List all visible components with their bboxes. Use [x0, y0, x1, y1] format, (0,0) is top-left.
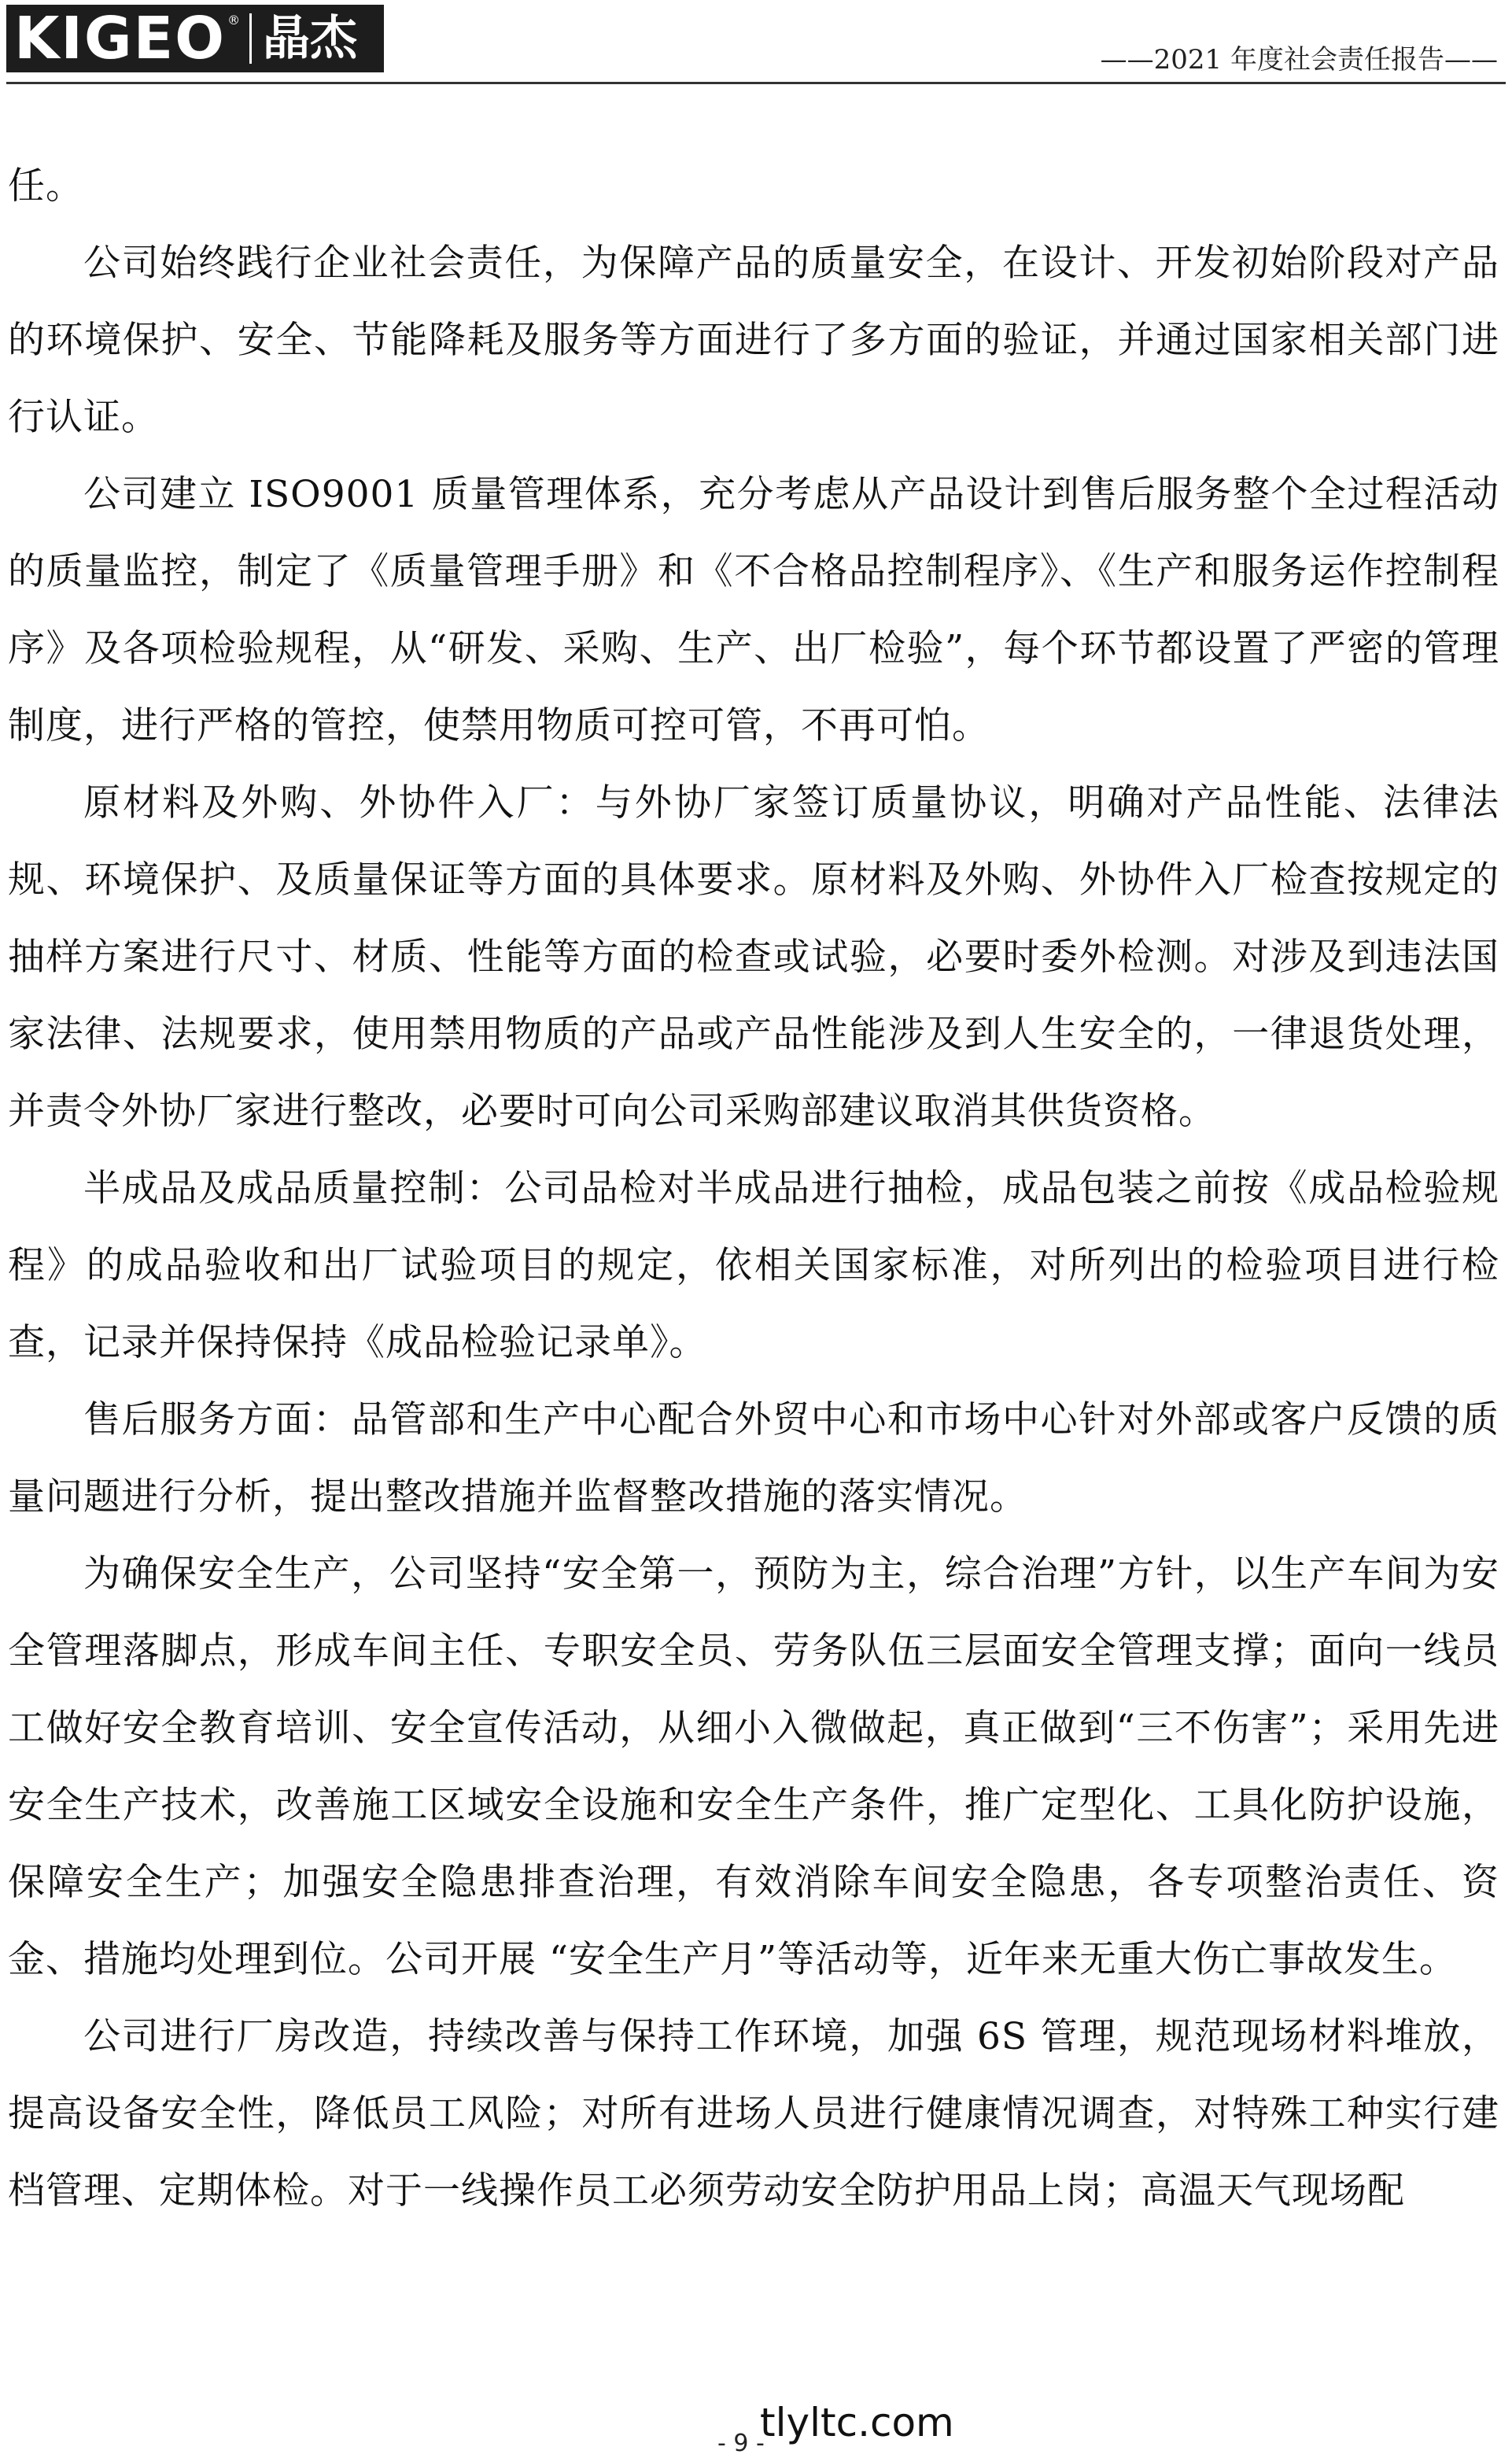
- paragraph-continuation: 任。: [8, 164, 83, 208]
- registered-mark: ®: [227, 13, 241, 28]
- page-header: [0, 0, 1512, 85]
- document-body: [8, 148, 1499, 2230]
- logo-chinese-text: 晶杰: [263, 11, 358, 66]
- logo-english-text: KIGEO: [14, 5, 227, 72]
- watermark: tlyltc.com: [760, 2400, 954, 2445]
- paragraph-work-environment: 公司进行厂房改造，持续改善与保持工作环境，加强 6S 管理，规范现场材料堆放，提高设备安全性，降低员工风险；对所有进场人员进行健康情况调查，对特殊工种实行建档管理、定期体检。对于一线操作员工必须劳动安全防护用品上岗；高温天气现场配: [8, 2015, 1499, 2213]
- report-title: ——2021 年度社会责任报告——: [1100, 44, 1498, 76]
- paragraph-product-quality-control: 半成品及成品质量控制：公司品检对半成品进行抽检，成品包装之前按《成品检验规程》的成品验收和出厂试验项目的规定，依相关国家标准，对所列出的检验项目进行检查，记录并保持保持《成品检验记录单》。: [8, 1167, 1499, 1364]
- paragraph-raw-materials: 原材料及外购、外协件入厂：与外协厂家签订质量协议，明确对产品性能、法律法规、环境保护、及质量保证等方面的具体要求。原材料及外购、外协件入厂检查按规定的抽样方案进行尺寸、材质、性能等方面的检查或试验，必要时委外检测。对涉及到违法国家法律、法规要求，使用禁用物质的产品或产品性能涉及到人生安全的，一律退货处理，并责令外协厂家进行整改，必要时可向公司采购部建议取消其供货资格。: [8, 781, 1499, 1133]
- paragraph-social-responsibility: 公司始终践行企业社会责任，为保障产品的质量安全，在设计、开发初始阶段对产品的环境保护、安全、节能降耗及服务等方面进行了多方面的验证，并通过国家相关部门进行认证。: [8, 242, 1499, 439]
- company-logo: [6, 5, 384, 72]
- logo-divider: [249, 13, 252, 64]
- paragraph-safety-production: 为确保安全生产，公司坚持“安全第一，预防为主，综合治理”方针，以生产车间为安全管理落脚点，形成车间主任、专职安全员、劳务队伍三层面安全管理支撑；面向一线员工做好安全教育培训、安全宣传活动，从细小入微做起，真正做到“三不伤害”；采用先进安全生产技术，改善施工区域安全设施和安全生产条件，推广定型化、工具化防护设施，保障安全生产；加强安全隐患排查治理，有效消除车间安全隐患，各专项整治责任、资金、措施均处理到位。公司开展 “安全生产月”等活动等，近年来无重大伤亡事故发生。: [8, 1552, 1499, 1981]
- paragraph-after-sales: 售后服务方面：品管部和生产中心配合外贸中心和市场中心针对外部或客户反馈的质量问题进行分析，提出整改措施并监督整改措施的落实情况。: [8, 1398, 1499, 1519]
- page-number: - 9 -: [717, 2430, 765, 2457]
- header-divider: [6, 82, 1506, 84]
- paragraph-quality-system: 公司建立 ISO9001 质量管理体系，充分考虑从产品设计到售后服务整个全过程活动的质量监控，制定了《质量管理手册》和《不合格品控制程序》、《生产和服务运作控制程序》及各项检验规程，从“研发、采购、生产、出厂检验”，每个环节都设置了严密的管理制度，进行严格的管控，使禁用物质可控可管，不再可怕。: [8, 473, 1499, 747]
